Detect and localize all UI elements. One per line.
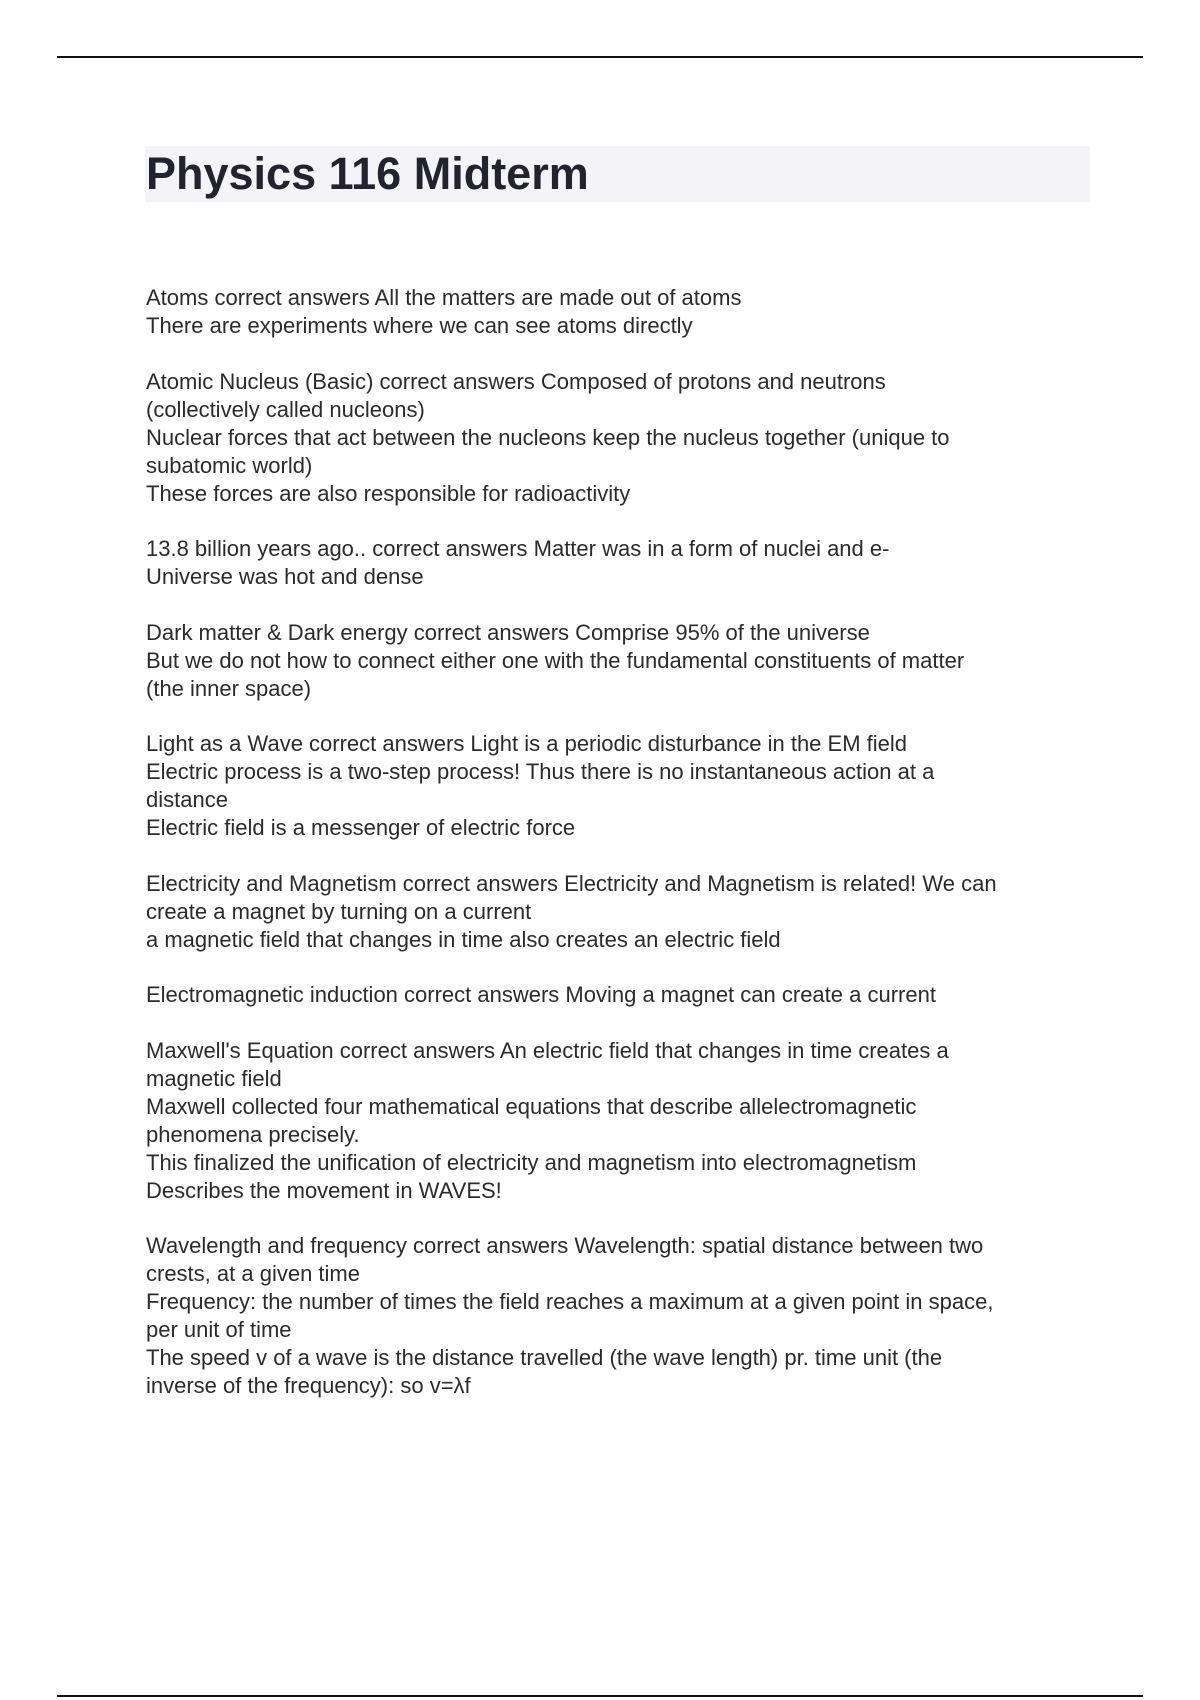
qa-line: 13.8 billion years ago.. correct answers Matter was in a form of nuclei and e- [146, 536, 890, 561]
qa-entry [146, 730, 1091, 842]
qa-line: Light as a Wave correct answers Light is a periodic disturbance in the EM field [146, 731, 907, 756]
qa-line: These forces are also responsible for radioactivity [146, 480, 631, 506]
qa-line: Electromagnetic induction correct answers Moving a magnet can create a current [146, 982, 936, 1007]
qa-line: Electricity and Magnetism correct answers Electricity and Magnetism is related! We can [146, 870, 997, 896]
page-title: Physics 116 Midterm [146, 148, 589, 199]
qa-line: Nuclear forces that act between the nucleons keep the nucleus together (unique to [146, 424, 950, 450]
qa-entry [146, 535, 1091, 591]
qa-line: Dark matter & Dark energy correct answers Comprise 95% of the universe [146, 619, 870, 645]
qa-line: Frequency: the number of times the field reaches a maximum at a given point in space, [146, 1289, 994, 1314]
qa-entry [146, 1232, 1091, 1400]
qa-line: phenomena precisely. [146, 1121, 360, 1147]
qa-entry [146, 1037, 1091, 1205]
top-rule [57, 56, 1143, 58]
qa-line: (collectively called nucleons) [146, 396, 425, 422]
qa-line: inverse of the frequency): so v=λf [146, 1373, 471, 1398]
qa-line: There are experiments where we can see atoms directly [146, 313, 693, 338]
qa-line: a magnetic field that changes in time also creates an electric field [146, 926, 781, 952]
qa-line: Maxwell collected four mathematical equations that describe allelectromagnetic [146, 1093, 917, 1119]
qa-line: magnetic field [146, 1065, 282, 1091]
qa-line: The speed v of a wave is the distance travelled (the wave length) pr. time unit (the [146, 1345, 943, 1370]
qa-line: crests, at a given time [146, 1261, 360, 1286]
qa-line: Universe was hot and dense [146, 564, 424, 589]
qa-line: create a magnet by turning on a current [146, 898, 532, 924]
qa-line: Wavelength and frequency correct answers Wavelength: spatial distance between two [146, 1233, 984, 1258]
qa-line: subatomic world) [146, 452, 313, 478]
bottom-rule [57, 1695, 1143, 1697]
qa-entry [146, 284, 1091, 340]
qa-entry [146, 368, 1091, 508]
qa-line: Atomic Nucleus (Basic) correct answers Composed of protons and neutrons [146, 368, 886, 394]
qa-line: But we do not how to connect either one with the fundamental constituents of matter [146, 647, 965, 673]
qa-line: Maxwell's Equation correct answers An electric field that changes in time creates a [146, 1037, 949, 1063]
qa-line: Atoms correct answers All the matters are made out of atoms [146, 285, 742, 310]
qa-line: (the inner space) [146, 675, 312, 701]
qa-list [146, 284, 1091, 1428]
qa-entry [146, 619, 1091, 703]
qa-line: Describes the movement in WAVES! [146, 1177, 502, 1203]
qa-entry [146, 981, 1091, 1009]
qa-entry [146, 870, 1091, 954]
qa-line: distance [146, 787, 228, 812]
qa-line: per unit of time [146, 1317, 292, 1342]
qa-line: This finalized the unification of electricity and magnetism into electromagnetism [146, 1149, 917, 1175]
qa-line: Electric field is a messenger of electric force [146, 815, 576, 840]
qa-line: Electric process is a two-step process! Thus there is no instantaneous action at a [146, 759, 935, 784]
